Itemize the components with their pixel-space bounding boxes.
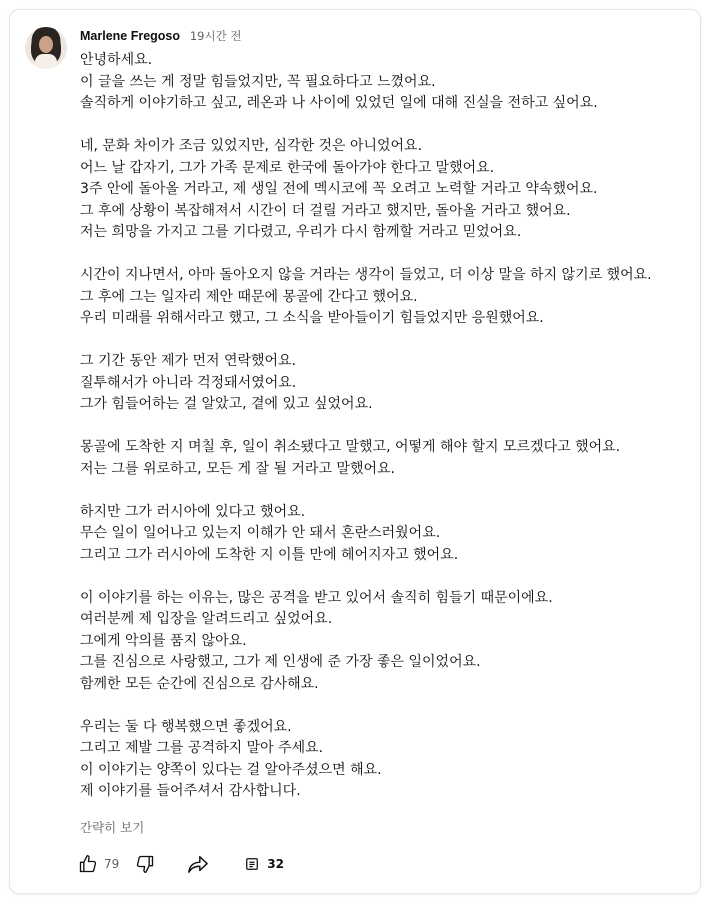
comment-timestamp[interactable]: 19시간 전 [189, 29, 242, 43]
comment-line: 저는 희망을 가지고 그를 기다렸고, 우리가 다시 함께할 거라고 믿었어요. [80, 224, 522, 240]
comment-line: 질투해서가 아니라 걱정돼서였어요. [80, 374, 297, 391]
comment-paragraph [80, 136, 695, 244]
replies-button[interactable] [245, 857, 284, 871]
thumbs-up-icon [78, 854, 98, 874]
author-name[interactable]: Marlene Fregoso [80, 29, 181, 43]
show-less-button[interactable]: 간략히 보기 [80, 820, 145, 835]
comment-line: 솔직하게 이야기하고 싶고, 레온과 나 사이에 있었던 일에 대해 진실을 전하고 싶어요. [80, 95, 598, 111]
comment-body [80, 50, 695, 824]
comment-line: 무슨 일이 일어나고 있는지 이해가 안 돼서 혼란스러웠어요. [80, 525, 441, 541]
comment-line: 제 이야기를 들어주셔서 감사합니다. [80, 783, 301, 799]
share-button[interactable] [187, 854, 209, 874]
like-count: 79 [104, 857, 120, 871]
reply-count: 32 [267, 857, 284, 871]
comment-paragraph [80, 502, 695, 567]
comment-paragraph [80, 351, 695, 416]
comment-line: 여러분께 제 입장을 알려드리고 싶었어요. [80, 611, 333, 627]
comment-line: 어느 날 갑자기, 그가 가족 문제로 한국에 돌아가야 한다고 말했어요. [80, 159, 495, 176]
comment-line: 몽골에 도착한 지 며칠 후, 일이 취소됐다고 말했고, 어떻게 해야 할지 모르겠다고 했어요. [80, 439, 621, 455]
share-icon [187, 854, 209, 874]
comment-header [80, 28, 241, 44]
comment-line: 그에게 악의를 품지 않아요. [80, 632, 247, 649]
comment-line: 그를 진심으로 사랑했고, 그가 제 인생에 준 가장 좋은 일이었어요. [80, 654, 481, 670]
comment-paragraph [80, 265, 695, 330]
comment-line: 그 기간 동안 제가 먼저 연락했어요. [80, 353, 297, 369]
comment-line: 함께한 모든 순간에 진심으로 감사해요. [80, 675, 319, 692]
dislike-button[interactable] [135, 854, 155, 874]
comment-line: 그 후에 그는 일자리 제안 때문에 몽골에 간다고 했어요. [80, 288, 418, 305]
comment-line: 네, 문화 차이가 조금 있었지만, 심각한 것은 아니었어요. [80, 138, 423, 154]
comment-line: 그가 힘들어하는 걸 알았고, 곁에 있고 싶었어요. [80, 396, 373, 412]
comment-line: 그 후에 상황이 복잡해져서 시간이 더 걸릴 거라고 했지만, 돌아올 거라고 했어요. [80, 202, 571, 219]
comment-line: 그리고 그가 러시아에 도착한 지 이틀 만에 헤어지자고 했어요. [80, 546, 459, 563]
avatar[interactable] [25, 27, 67, 69]
comment-paragraph [80, 437, 695, 480]
comment-line: 안녕하세요. [80, 52, 153, 68]
comment-paragraph [80, 588, 695, 696]
comment-line: 이 글을 쓰는 게 정말 힘들었지만, 꼭 필요하다고 느꼈어요. [80, 73, 436, 90]
comment-line: 그리고 제발 그를 공격하지 말아 주세요. [80, 740, 324, 756]
comment-line: 3주 안에 돌아올 거라고, 제 생일 전에 멕시코에 꼭 오려고 노력할 거라고 약속했어요. [80, 181, 598, 197]
comment-paragraph [80, 50, 695, 115]
comment-line: 우리 미래를 위해서라고 했고, 그 소식을 받아들이기 힘들었지만 응원했어요. [80, 310, 544, 326]
like-button[interactable] [78, 854, 119, 874]
comment-icon [245, 857, 259, 871]
comment-line: 이 이야기는 양쪽이 있다는 걸 알아주셨으면 해요. [80, 761, 382, 778]
comment-line: 저는 그를 위로하고, 모든 게 잘 될 거라고 말했어요. [80, 460, 395, 477]
comment-line: 이 이야기를 하는 이유는, 많은 공격을 받고 있어서 솔직히 힘들기 때문이에요. [80, 589, 553, 606]
comment-line: 우리는 둘 다 행복했으면 좋겠어요. [80, 718, 292, 735]
comment-actions [78, 852, 284, 876]
comment-line: 시간이 지나면서, 아마 돌아오지 않을 거라는 생각이 들었고, 더 이상 말을 하지 않기로 했어요. [80, 267, 652, 283]
comment-paragraph [80, 717, 695, 803]
thumbs-down-icon [135, 854, 155, 874]
comment-line: 하지만 그가 러시아에 있다고 했어요. [80, 503, 306, 520]
